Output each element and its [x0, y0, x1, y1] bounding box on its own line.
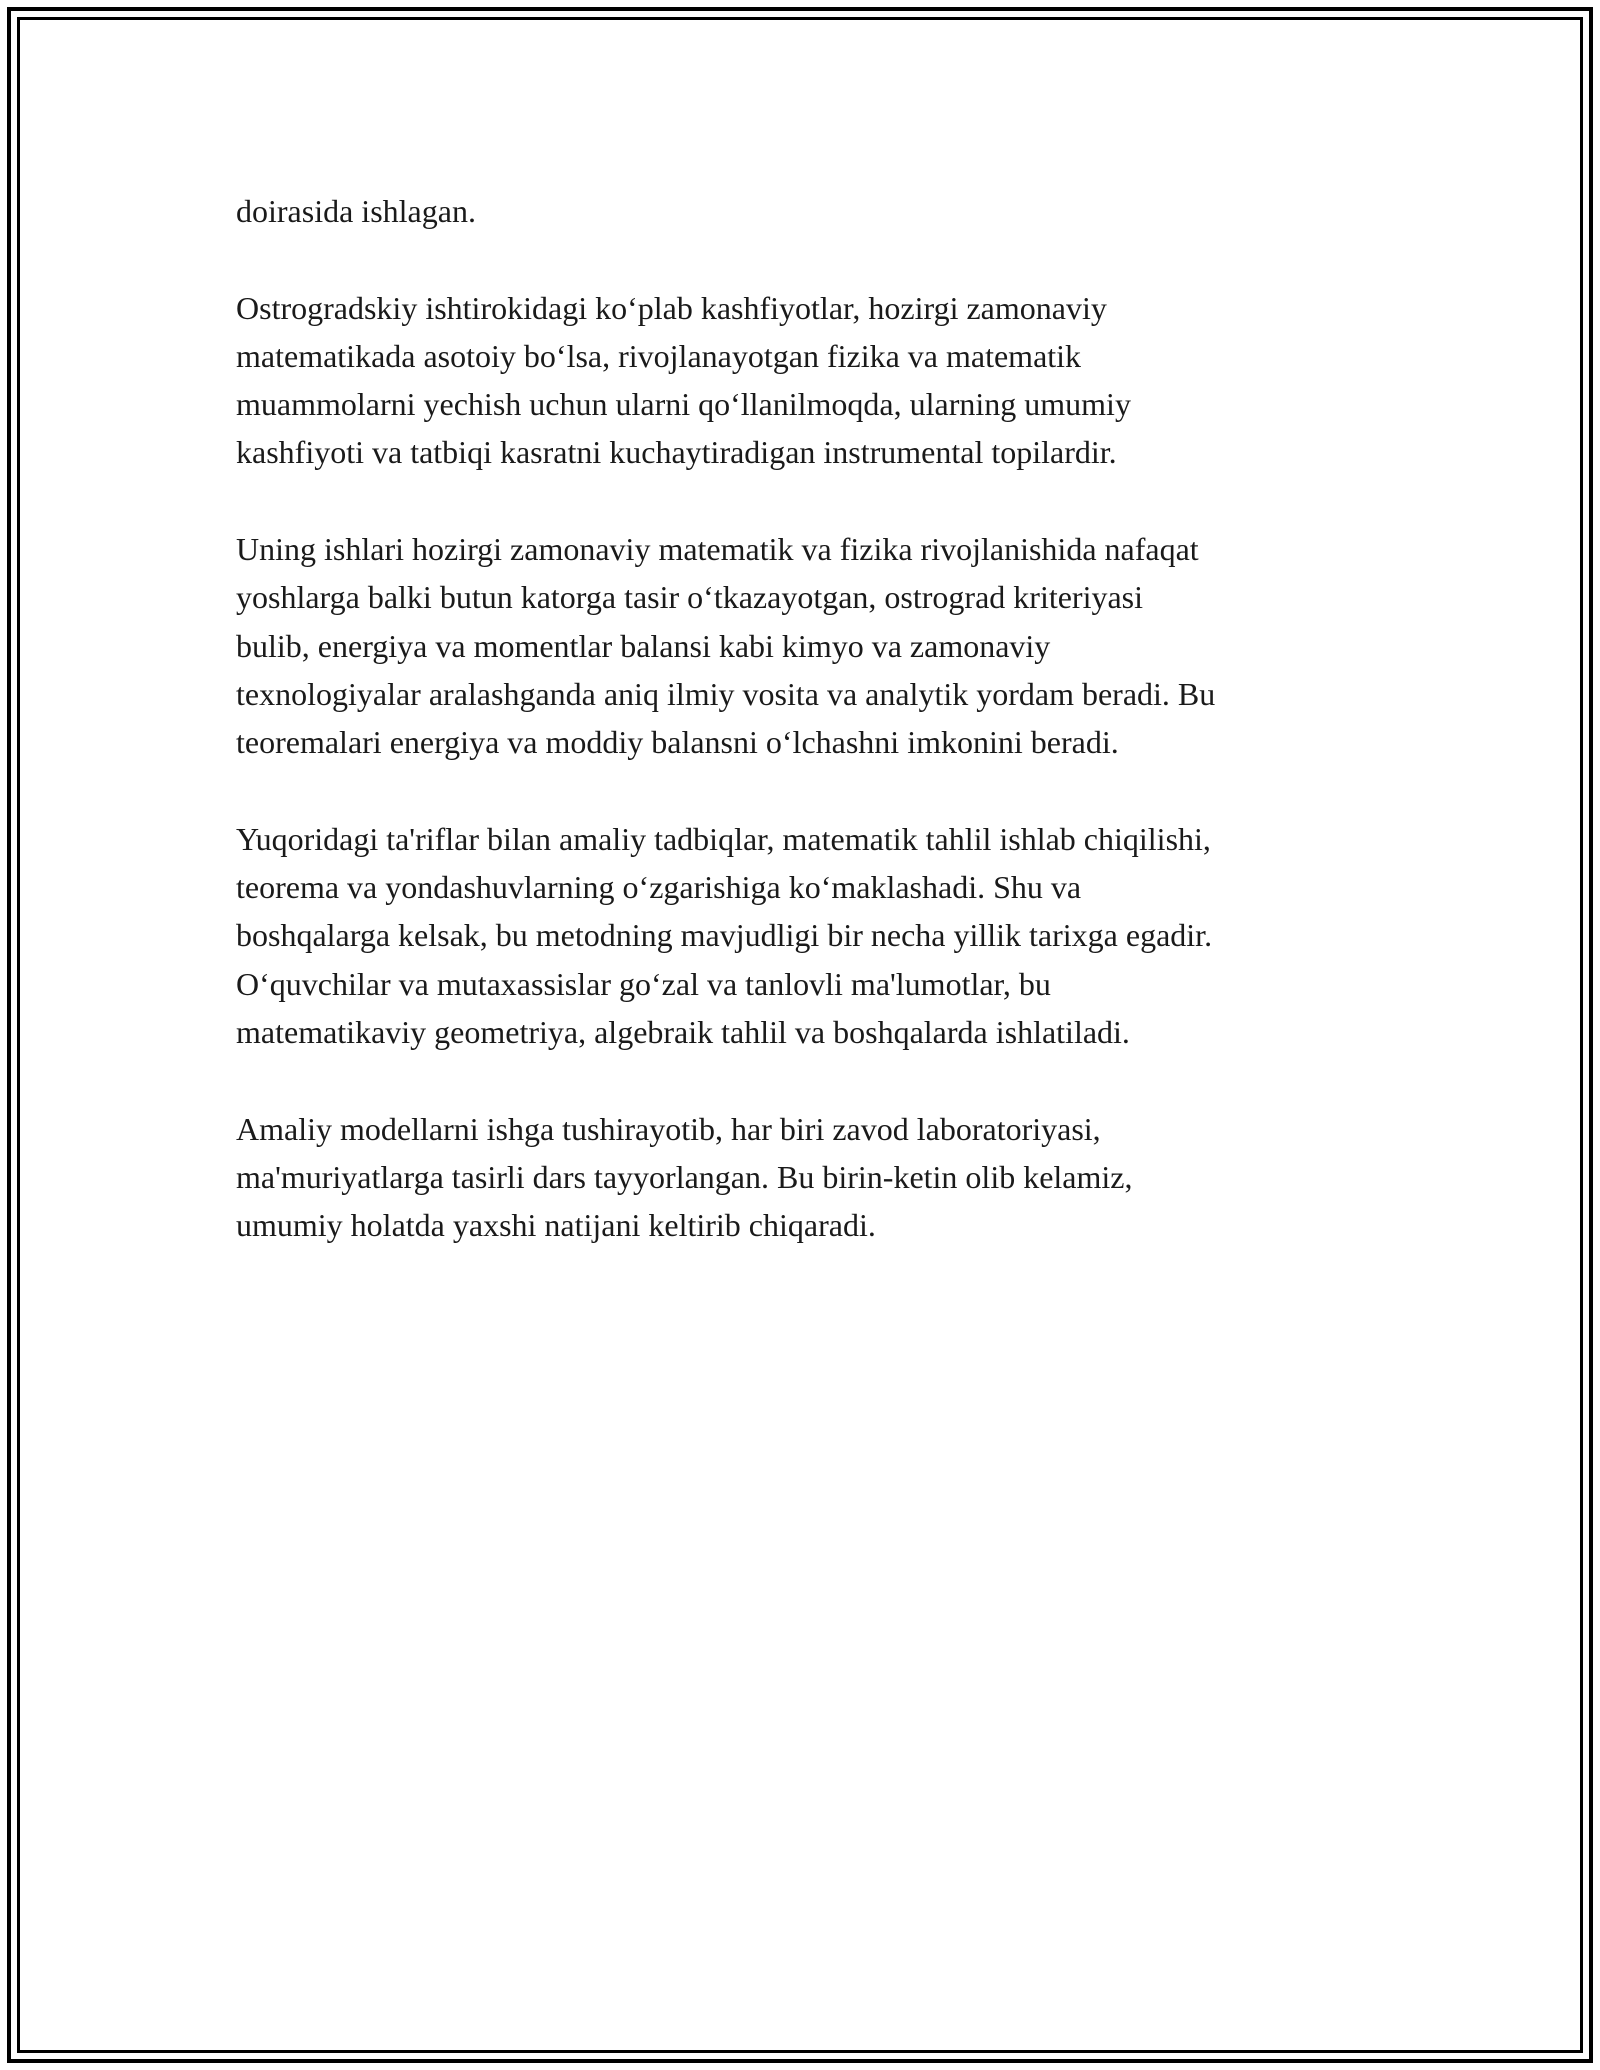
text-line: doirasida ishlagan. — [236, 193, 476, 229]
text-line: kashfiyoti va tatbiqi kasratni kuchaytiradigan instrumental topilardir. — [236, 434, 1117, 471]
text-line: Uning ishlari hozirgi zamonaviy matematik va fizika rivojlanishida nafaqat — [236, 531, 1199, 568]
text-line: umumiy holatda yaxshi natijani keltirib chiqaradi. — [236, 1207, 876, 1244]
text-line: yoshlarga balki butun katorga tasir o‘tkazayotgan, ostrograd kriteriyasi — [236, 579, 1144, 616]
text-line: bulib, energiya va momentlar balansi kabi kimyo va zamonaviy — [236, 627, 1051, 664]
paragraph-3 — [236, 525, 1366, 766]
text-line: boshqalarga kelsak, bu metodning mavjudligi bir necha yillik tarixga egadir. — [236, 917, 1213, 954]
text-line: muammolarni yechish uchun ularni qo‘llanilmoqda, ularning umumiy — [236, 386, 1131, 423]
text-line: matematikada asotoiy bo‘lsa, rivojlanayotgan fizika va matematik — [236, 337, 1082, 374]
paragraph-2 — [236, 284, 1366, 477]
text-line: Yuqoridagi ta'riflar bilan amaliy tadbiqlar, matematik tahlil ishlab chiqilishi, — [236, 820, 1211, 857]
text-line: teorema va yondashuvlarning o‘zgarishiga ko‘maklashadi. Shu va — [236, 869, 1082, 906]
text-line: texnologiyalar aralashganda aniq ilmiy vosita va analytik yordam beradi. Bu — [236, 675, 1216, 712]
text-line: Ostrogradskiy ishtirokidagi ko‘plab kashfiyotlar, hozirgi zamonaviy — [236, 289, 1107, 326]
text-line: O‘quvchilar va mutaxassislar go‘zal va tanlovli ma'lumotlar, bu — [236, 965, 1051, 1002]
paragraph-1 — [236, 187, 1366, 235]
text-line: ma'muriyatlarga tasirli dars tayyorlangan. Bu birin-ketin olib kelamiz, — [236, 1158, 1133, 1195]
text-line: matematikaviy geometriya, algebraik tahlil va boshqalarda ishlatiladi. — [236, 1014, 1130, 1051]
paragraph-5 — [236, 1105, 1366, 1250]
document-body — [236, 187, 1366, 1298]
text-line: Amaliy modellarni ishga tushirayotib, har biri zavod laboratoriyasi, — [236, 1110, 1101, 1147]
text-line: teoremalari energiya va moddiy balansni o‘lchashni imkonini beradi. — [236, 724, 1119, 761]
paragraph-4 — [236, 815, 1366, 1056]
